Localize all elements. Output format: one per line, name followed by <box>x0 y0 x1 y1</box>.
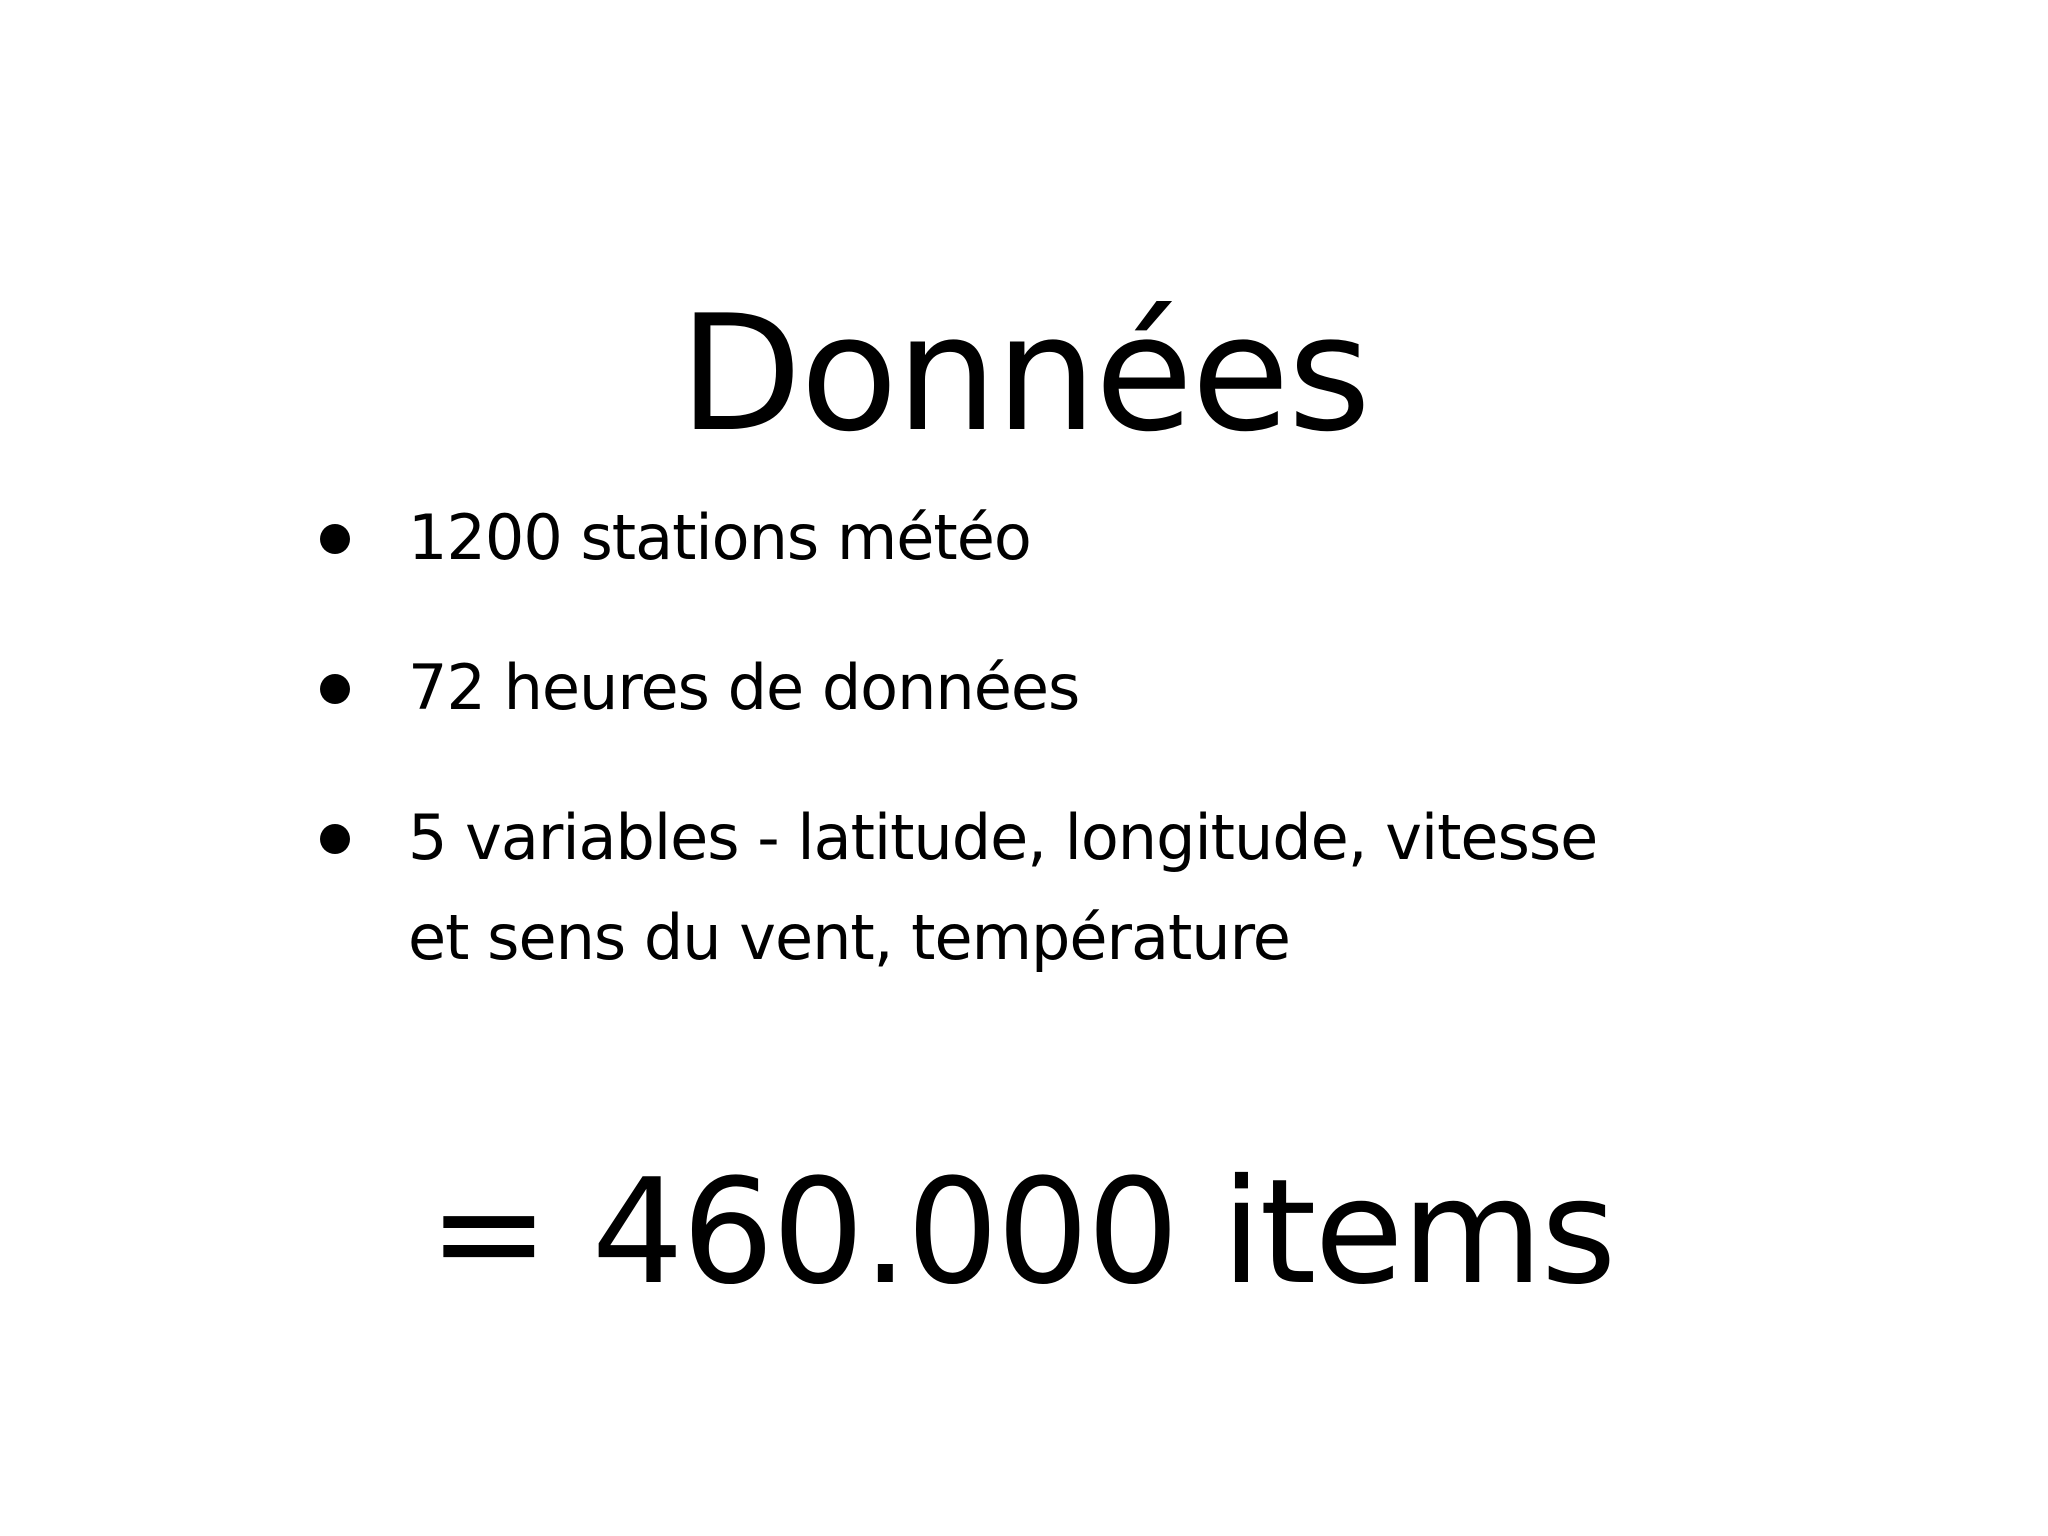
bullet-text: 72 heures de données <box>408 651 1080 724</box>
result-total: = 460.000 items <box>428 1148 1615 1317</box>
bullet-dot-icon <box>320 674 350 704</box>
bullet-text: 5 variables - latitude, longitude, vitesse et sens du vent, température <box>408 801 1598 974</box>
bullet-list <box>320 488 1740 1038</box>
bullet-item-hours <box>320 638 1740 738</box>
bullet-text: 1200 stations météo <box>408 501 1031 574</box>
slide-title: Données <box>678 280 1370 468</box>
bullet-item-variables <box>320 788 1740 988</box>
bullet-item-stations <box>320 488 1740 588</box>
bullet-dot-icon <box>320 824 350 854</box>
bullet-dot-icon <box>320 524 350 554</box>
